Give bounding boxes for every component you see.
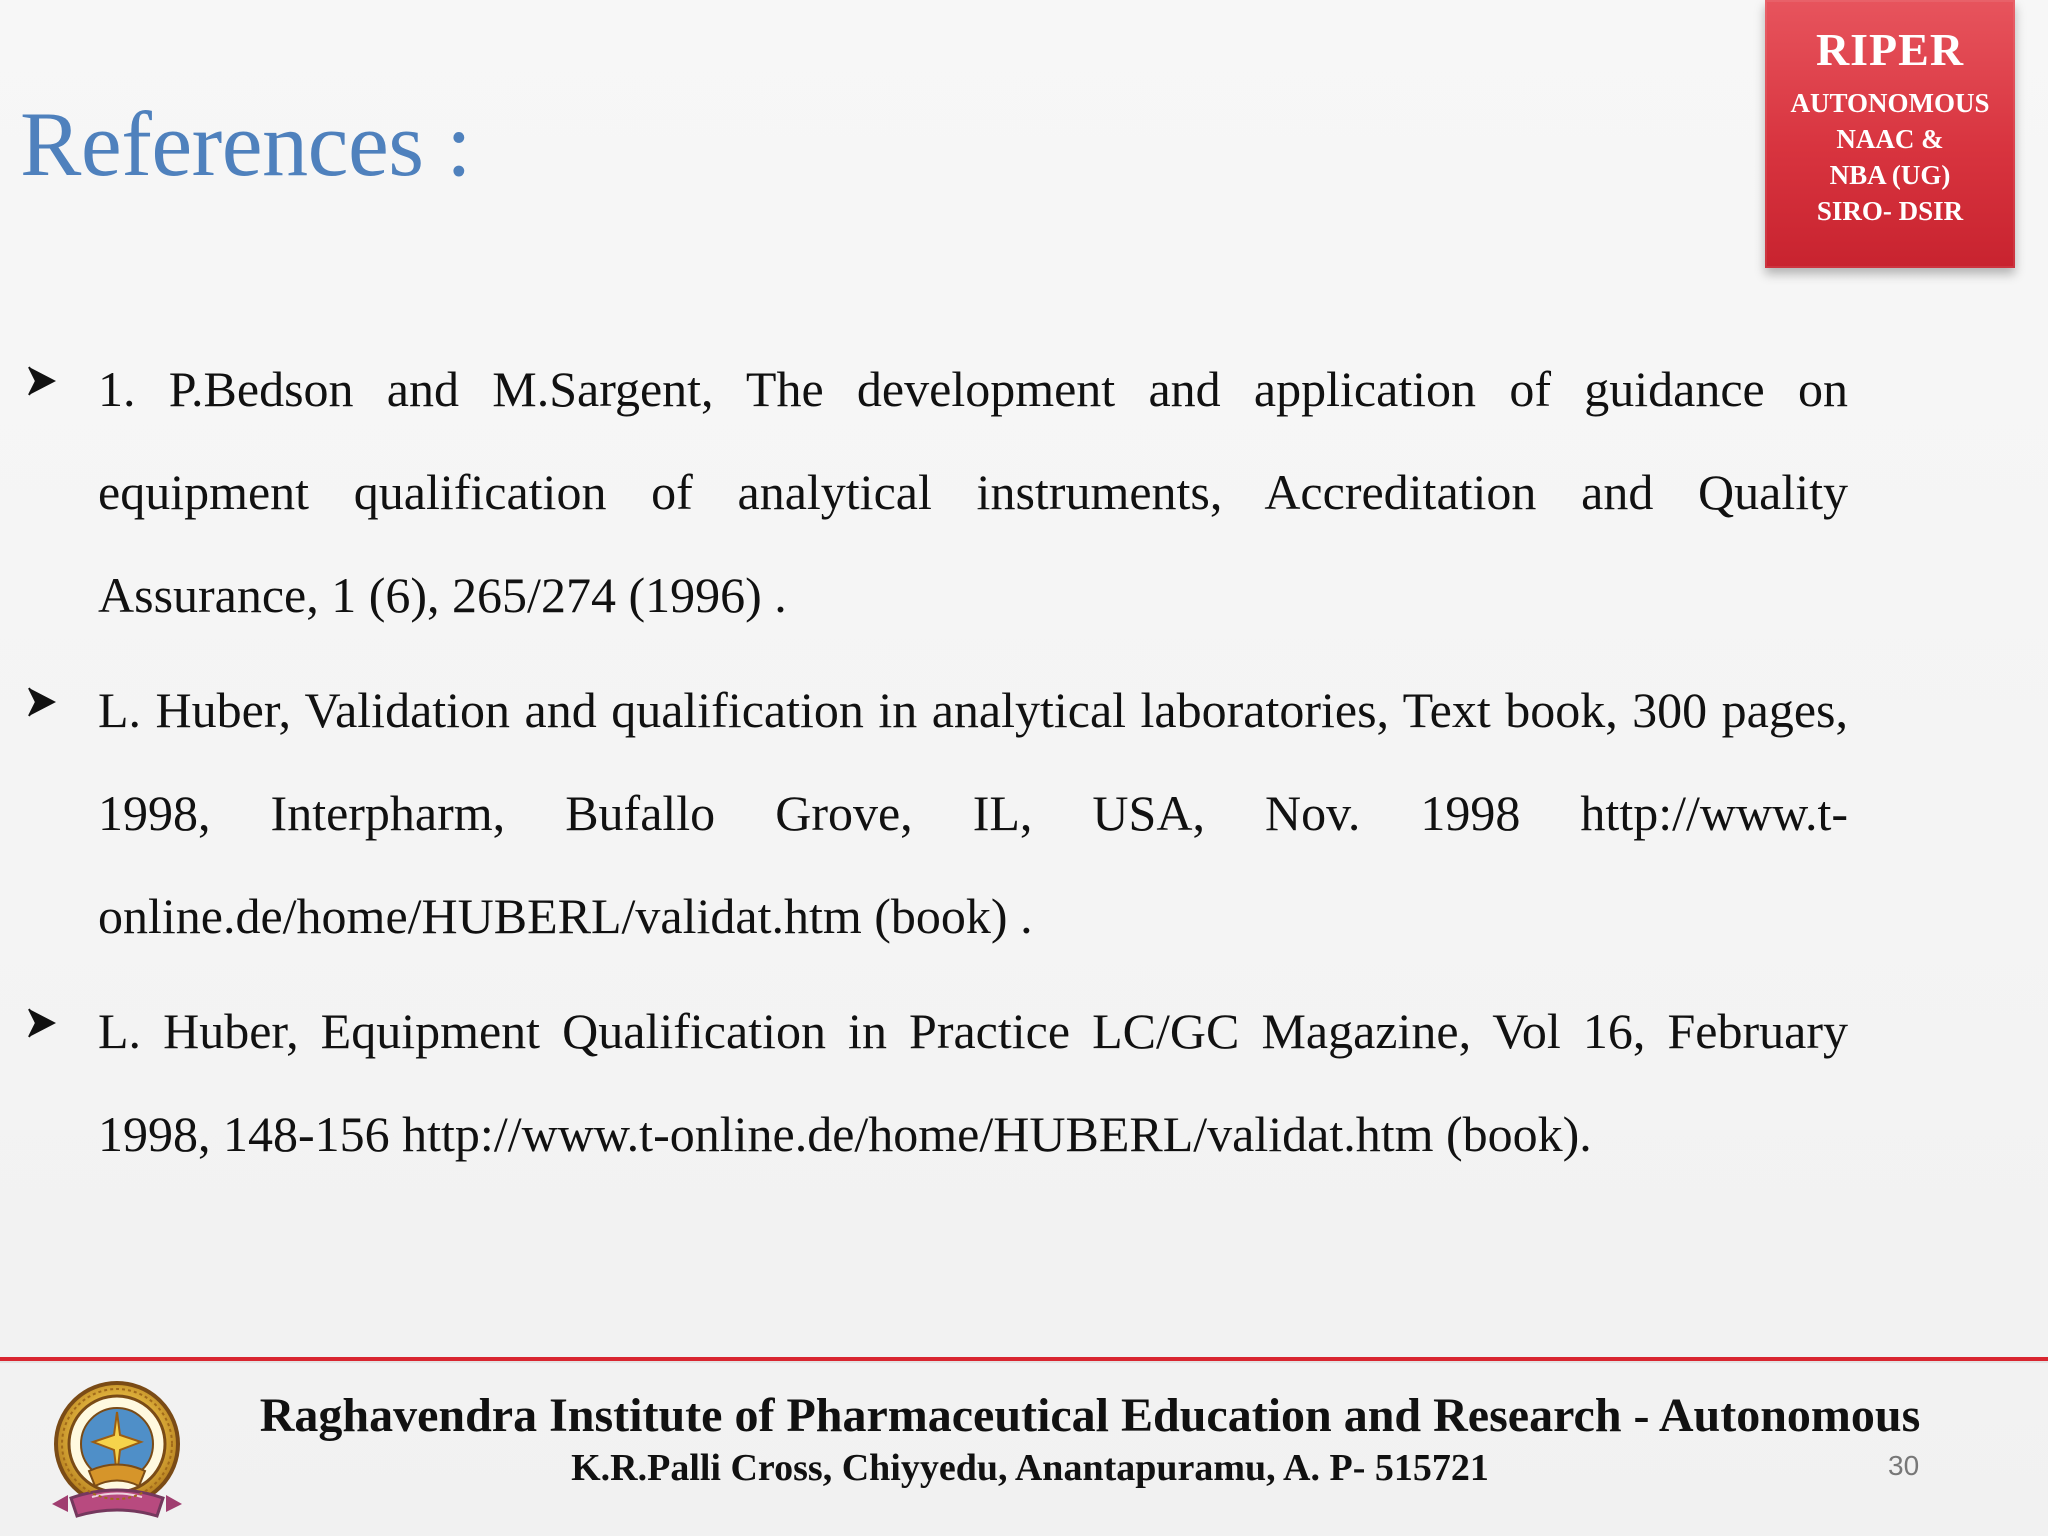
- reference-item-3: [25, 980, 1848, 1186]
- references-list: [25, 338, 1848, 1198]
- arrow-bullet-icon: [25, 1005, 61, 1041]
- reference-text-2: L. Huber, Validation and qualification in analytical laboratories, Text book, 300 pages, 1998, Interpharm, Bufallo Grove, IL, USA, Nov. 1998 http://www.t-online.de/home/HUBERL/validat.htm (book) .: [98, 682, 1848, 944]
- page-title: References :: [20, 93, 472, 195]
- badge-naac: NAAC &: [1836, 124, 1944, 155]
- badge-nba: NBA (UG): [1829, 160, 1951, 191]
- footer-divider-shadow: [0, 1361, 2048, 1363]
- badge-riper: RIPER: [1815, 24, 1965, 75]
- arrow-bullet-icon: [25, 363, 61, 399]
- institution-seal-icon: [37, 1370, 197, 1530]
- badge-siro-dsir: SIRO- DSIR: [1816, 196, 1964, 227]
- institution-address: K.R.Palli Cross, Chiyyedu, Anantapuramu, A. P- 515721: [571, 1447, 1489, 1489]
- accreditation-badge: [1765, 0, 2015, 268]
- arrow-bullet-icon: [25, 684, 61, 720]
- reference-item-2: [25, 659, 1848, 968]
- institution-name: Raghavendra Institute of Pharmaceutical Education and Research - Autonomous: [259, 1389, 1921, 1442]
- page-number: 30: [1888, 1450, 1920, 1481]
- reference-text-3: L. Huber, Equipment Qualification in Practice LC/GC Magazine, Vol 16, February 1998, 148-156 http://www.t-online.de/home/HUBERL/validat.htm (book).: [98, 1003, 1848, 1162]
- reference-text-1: 1. P.Bedson and M.Sargent, The development and application of guidance on equipment qualification of analytical instruments, Accreditation and Quality Assurance, 1 (6), 265/274 (1996) .: [98, 361, 1848, 623]
- reference-item-1: [25, 338, 1848, 647]
- badge-autonomous: AUTONOMOUS: [1790, 88, 1990, 119]
